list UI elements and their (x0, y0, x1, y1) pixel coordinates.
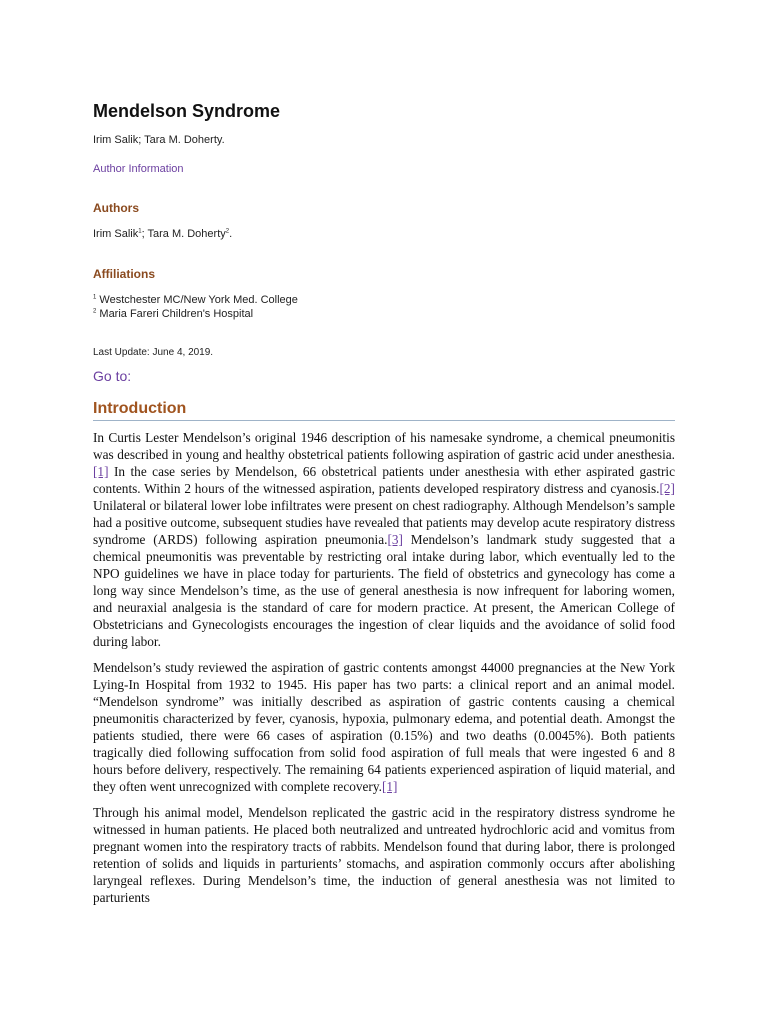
paragraph-text: Mendelson’s study reviewed the aspiration of gastric contents amongst 44000 pregnancies at the New York Lying-In Hospital from 1932 to 1945. His paper has two parts: a clinical report and an animal model. “Mendelson syndrome” was initially described as aspiration of gastric contents causing a chemical pneumonitis characterized by fever, cyanosis, hypoxia, pulmonary edema, and potential death. Amongst the patients studied, there were 66 cases of aspiration (0.15%) and two deaths (0.0045%). Both patients tragically died following suffocation from solid food aspiration of full meals that were ingested 6 and 8 hours before delivery, respectively. The remaining 64 patients experienced aspiration of liquid material, and they often went unrecognized with complete recovery. (93, 660, 675, 794)
go-to-link[interactable]: Go to: (93, 368, 132, 384)
citation-link[interactable]: [1] (93, 464, 109, 479)
paragraph-text: Unilateral or bilateral lower lobe infiltrates were present on chest radiography. Although Mendelson’s sample had a positive outcome, subsequent studies have revealed that patients may develop acute respiratory distress syndrome (ARDS) following aspiration pneumonia. (93, 498, 675, 547)
author-name: Tara M. Doherty (147, 228, 226, 240)
paragraph (93, 429, 675, 650)
affiliation-item (93, 307, 675, 321)
affiliation-text: Maria Fareri Children's Hospital (96, 308, 254, 320)
author-end: . (229, 228, 233, 240)
author-separator: ; (141, 228, 148, 240)
citation-link[interactable]: [1] (381, 779, 398, 794)
page-title: Mendelson Syndrome (93, 101, 281, 121)
authors-heading: Authors (93, 201, 139, 215)
last-update: Last Update: June 4, 2019. (93, 347, 214, 358)
affiliation-superscript: 2 (93, 308, 97, 315)
authors-detail (93, 227, 675, 241)
paragraph-text: In the case series by Mendelson, 66 obstetrical patients under anesthesia with ether aspirated gastric contents. Within 2 hours of the witnessed aspiration, patients developed respiratory distress and cyanosis. (93, 464, 675, 496)
author-information-link[interactable]: Author Information (93, 163, 184, 175)
authors-line: Irim Salik; Tara M. Doherty. (93, 134, 225, 146)
affiliation-superscript: 1 (93, 294, 97, 301)
author-superscript: 1 (138, 228, 142, 235)
citation-link[interactable]: [3] (387, 532, 403, 547)
paragraph-text: Mendelson’s landmark study suggested that a chemical pneumonitis was preventable by restricting oral intake during labor, which eventually led to the NPO guidelines we have in place today for parturients. The field of obstetrics and gynecology has come a long way since Mendelson’s time, as the use of general anesthesia is now infrequent for laboring women, and neuraxial analgesia is the standard of care for modern practice. At present, the American College of Obstetricians and Gynecologists encourages the ingestion of clear liquids and the avoidance of solid food during labor. (93, 532, 675, 649)
paragraph (93, 659, 675, 795)
paragraph-text: Through his animal model, Mendelson replicated the gastric acid in the respiratory distress syndrome he witnessed in human patients. He placed both neutralized and untreated hydrochloric acid and vomitus from pregnant women into the respiratory tracts of rabbits. Mendelson found that during labor, there is prolonged retention of solids and liquids in parturients’ stomachs, and aspiration commonly occurs after abolishing laryngeal reflexes. During Mendelson’s time, the induction of general anesthesia was not limited to parturients (93, 805, 675, 905)
affiliations-heading: Affiliations (93, 267, 155, 281)
introduction-heading: Introduction (93, 400, 675, 421)
affiliations-list (93, 293, 675, 321)
affiliation-item (93, 293, 675, 307)
paragraph (93, 804, 675, 906)
affiliation-text: Westchester MC/New York Med. College (96, 294, 298, 306)
author-name: Irim Salik (93, 228, 139, 240)
paragraph-text: In Curtis Lester Mendelson’s original 1946 description of his namesake syndrome, a chemical pneumonitis was described in young and healthy obstetrical patients following aspiration of gastric acid under anesthesia. (93, 430, 675, 462)
citation-link[interactable]: [2] (659, 481, 675, 496)
introduction-body (93, 429, 675, 906)
author-superscript: 2 (225, 228, 230, 235)
